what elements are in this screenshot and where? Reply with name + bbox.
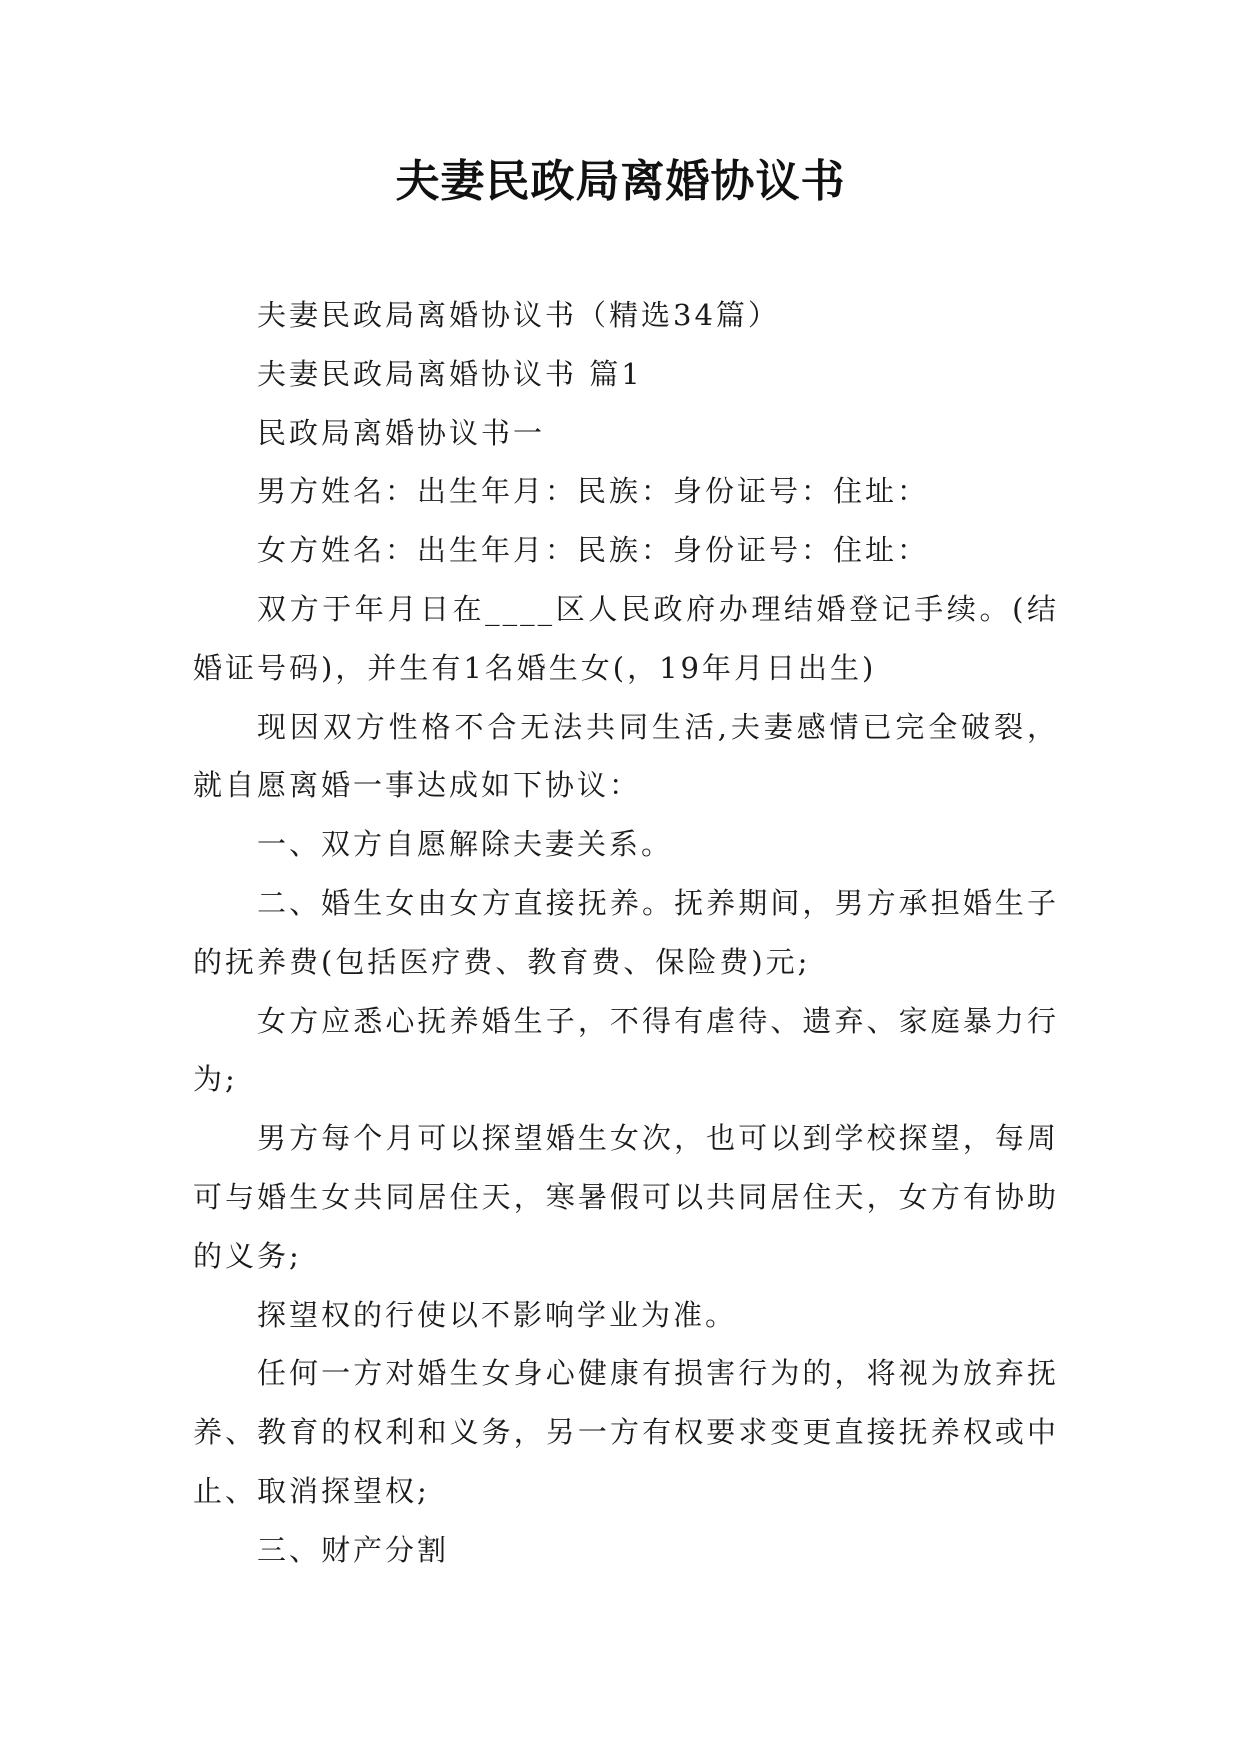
paragraph-collection-heading: 夫妻民政局离婚协议书（精选34篇） [257, 298, 780, 332]
paragraph-visitation: 男方每个月可以探望婚生女次，也可以到学校探望，每周可与婚生女共同居住天，寒暑假可以共同居住天，女方有协助的义务; [193, 1121, 1059, 1273]
paragraph-female-info: 女方姓名：出生年月：民族：身份证号：住址： [257, 533, 930, 568]
paragraph-clause-three: 三、财产分割 [257, 1532, 450, 1567]
paragraph-marriage-registration: 双方于年月日在____区人民政府办理结婚登记手续。(结婚证号码)，并生有1名婚生女(，19年月日出生) [193, 591, 1059, 685]
paragraph-clause-two: 二、婚生女由女方直接抚养。抚养期间，男方承担婚生子的抚养费(包括医疗费、教育费、保险费)元; [193, 885, 1059, 979]
paragraph-custody-duty: 女方应悉心抚养婚生子，不得有虐待、遗弃、家庭暴力行为; [193, 1003, 1059, 1097]
paragraph-subtitle: 民政局离婚协议书一 [257, 415, 546, 450]
paragraph-article-heading: 夫妻民政局离婚协议书 篇1 [257, 356, 643, 391]
document-title: 夫妻民政局离婚协议书 [395, 156, 846, 207]
paragraph-custody-change: 任何一方对婚生女身心健康有损害行为的，将视为放弃抚养、教育的权利和义务，另一方有权要求变更直接抚养权或中止、取消探望权; [193, 1356, 1059, 1508]
paragraph-male-info: 男方姓名：出生年月：民族：身份证号：住址： [257, 474, 930, 509]
paragraph-visitation-limit: 探望权的行使以不影响学业为准。 [257, 1297, 738, 1332]
paragraph-divorce-reason: 现因双方性格不合无法共同生活,夫妻感情已完全破裂，就自愿离婚一事达成如下协议： [193, 709, 1059, 803]
paragraph-clause-one: 一、双方自愿解除夫妻关系。 [257, 827, 674, 862]
document-body [193, 286, 1059, 1580]
